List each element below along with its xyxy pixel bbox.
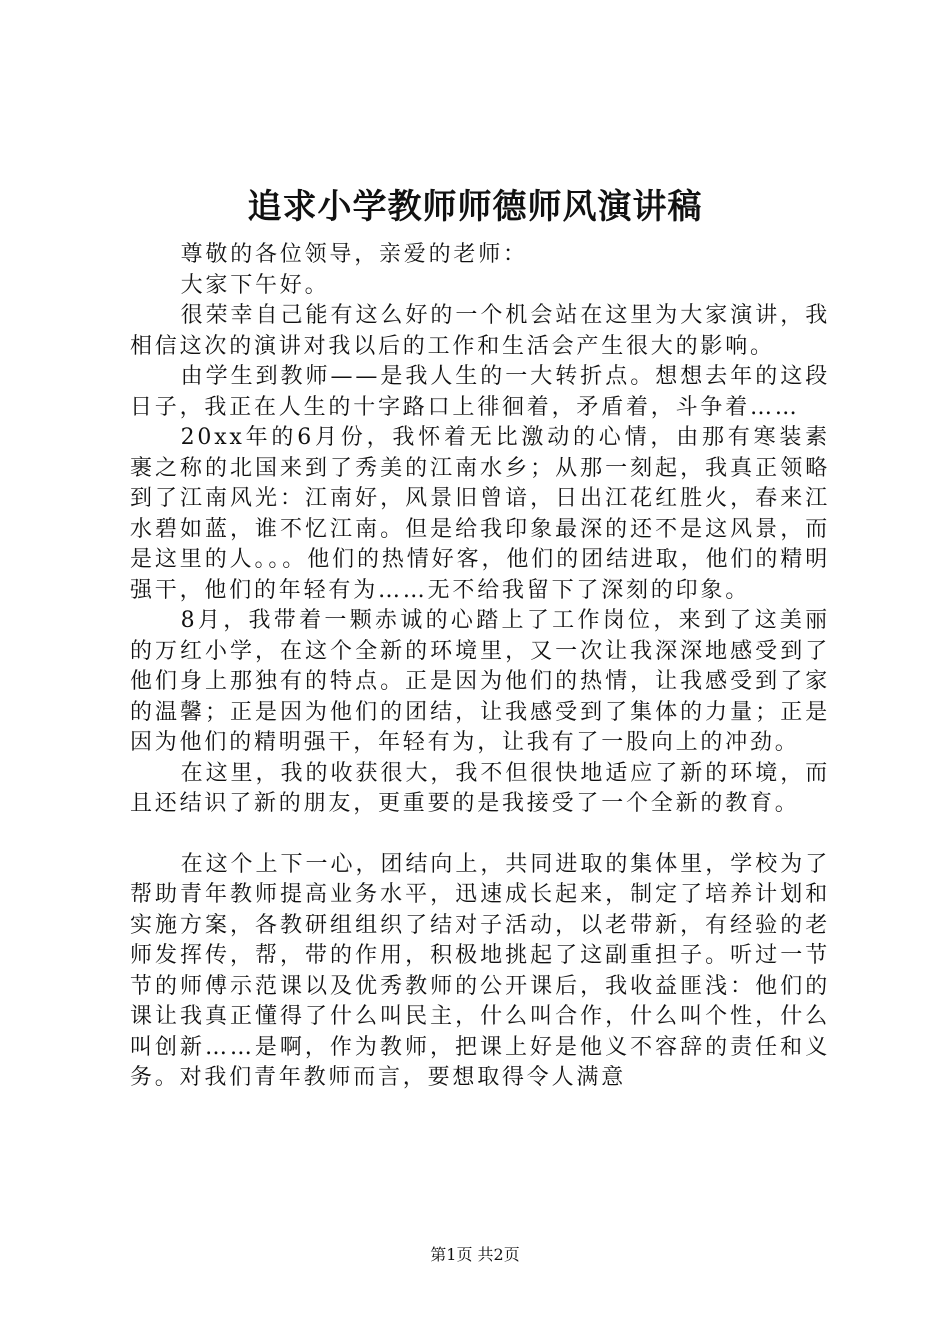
paragraph: 在这里，我的收获很大，我不但很快地适应了新的环境，而且还结识了新的朋友，更重要的是我接受了一个全新的教育。 xyxy=(130,760,830,816)
paragraph: 20xx年的6月份，我怀着无比激动的心情，由那有寒装素裹之称的北国来到了秀美的江南水乡；从那一刻起，我真正领略到了江南风光：江南好，风景旧曾谙，日出江花红胜火，春来江水碧如蓝，谁不忆江南。但是给我印象最深的还不是这风景，而是这里的人。。。他们的热情好客，他们的团结进取，他们的精明强干，他们的年轻有为……无不给我留下了深刻的印象。 xyxy=(130,425,830,603)
document-title: 追求小学教师师德师风演讲稿 xyxy=(247,187,703,227)
paragraph: 很荣幸自己能有这么好的一个机会站在这里为大家演讲，我相信这次的演讲对我以后的工作和生活会产生很大的影响。 xyxy=(130,303,830,359)
paragraph: 在这个上下一心，团结向上，共同进取的集体里，学校为了帮助青年教师提高业务水平，迅速成长起来，制定了培养计划和实施方案，各教研组组织了结对子活动，以老带新，有经验的老师发挥传，帮，带的作用，积极地挑起了这副重担子。听过一节节的师傅示范课以及优秀教师的公开课后，我收益匪浅：他们的课让我真正懂得了什么叫民主，什么叫合作，什么叫个性，什么叫创新……是啊，作为教师，把课上好是他义不容辞的责任和义务。对我们青年教师而言，要想取得令人满意 xyxy=(130,851,830,1090)
paragraph: 由学生到教师——是我人生的一大转折点。想想去年的这段日子，我正在人生的十字路口上徘徊着，矛盾着，斗争着…… xyxy=(130,364,830,420)
document-body xyxy=(130,240,830,1094)
paragraph: 8月，我带着一颗赤诚的心踏上了工作岗位，来到了这美丽的万红小学，在这个全新的环境里，又一次让我深深地感受到了他们身上那独有的特点。正是因为他们的热情，让我感受到了家的温馨；正是因为他们的团结，让我感受到了集体的力量；正是因为他们的精明强干，年轻有为，让我有了一股向上的冲劲。 xyxy=(130,608,830,755)
greeting: 大家下午好。 xyxy=(180,272,330,298)
page-footer: 第1页 共2页 xyxy=(430,1245,520,1264)
salutation: 尊敬的各位领导，亲爱的老师： xyxy=(180,242,528,267)
